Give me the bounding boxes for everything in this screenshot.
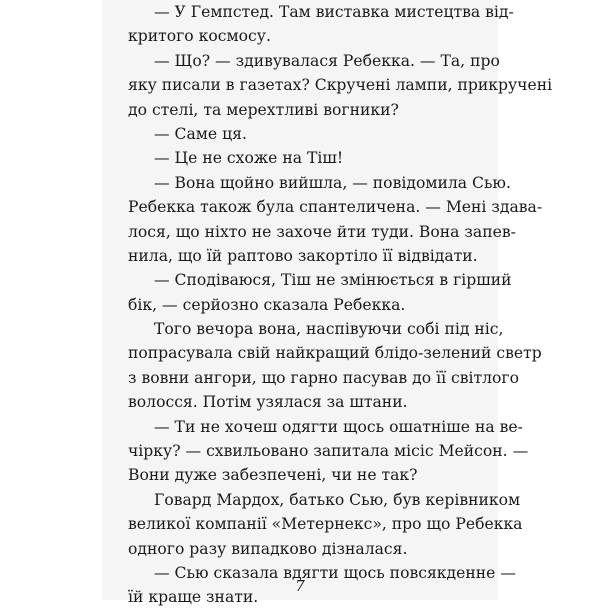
text-line: Ребекка також була спантеличена. — Мені здава- xyxy=(128,198,543,217)
text-line: великої компанії «Метернекс», про що Ребекка xyxy=(128,515,523,534)
text-line: — Це не схоже на Тіш! xyxy=(154,149,344,168)
text-line: яку писали в газетах? Скручені лампи, прикручені xyxy=(128,76,553,95)
page-body-text xyxy=(128,0,553,610)
text-line: Говард Мардох, батько Сью, був керівником xyxy=(154,490,521,509)
page-number: 7 xyxy=(295,577,305,595)
text-line: — У Гемпстед. Там виставка мистецтва від- xyxy=(154,3,514,21)
text-line: лося, що ніхто не захоче йти туди. Вона запев- xyxy=(128,222,516,241)
text-line: — Що? — здивувалася Ребекка. — Та, про xyxy=(154,51,500,70)
text-line: волосся. Потім узялася за штани. xyxy=(128,393,408,412)
text-line: бік, — серйозно сказала Ребекка. xyxy=(128,295,406,314)
text-line: до стелі, та мерехтливі вогники? xyxy=(128,100,399,119)
text-line: критого космосу. xyxy=(128,27,271,46)
text-line: з вовни ангори, що гарно пасував до її світлого xyxy=(128,368,519,387)
text-line: чірку? — схвильовано запитала місіс Мейсон. — xyxy=(128,442,529,461)
text-line: — Саме ця. xyxy=(154,124,247,143)
text-line: Вони дуже забезпечені, чи не так? xyxy=(128,466,418,485)
text-line: попрасувала свій найкращий блідо-зелений светр xyxy=(128,344,542,363)
text-line: — Вона щойно вийшла, — повідомила Сью. xyxy=(154,173,511,192)
text-line: — Ти не хочеш одягти щось ошатніше на ве- xyxy=(154,417,523,436)
text-line: їй краще знати. xyxy=(128,588,259,607)
text-line: — Сью сказала вдягти щось повсякденне — xyxy=(154,563,516,582)
book-page xyxy=(102,0,553,607)
text-line: одного разу випадково дізналася. xyxy=(128,539,408,558)
text-line: Того вечора вона, наспівуючи собі під ніс, xyxy=(154,320,504,339)
text-line: — Сподіваюся, Тіш не змінюється в гірший xyxy=(154,271,512,290)
text-line: нила, що їй раптово закортіло її відвідати. xyxy=(128,246,478,265)
